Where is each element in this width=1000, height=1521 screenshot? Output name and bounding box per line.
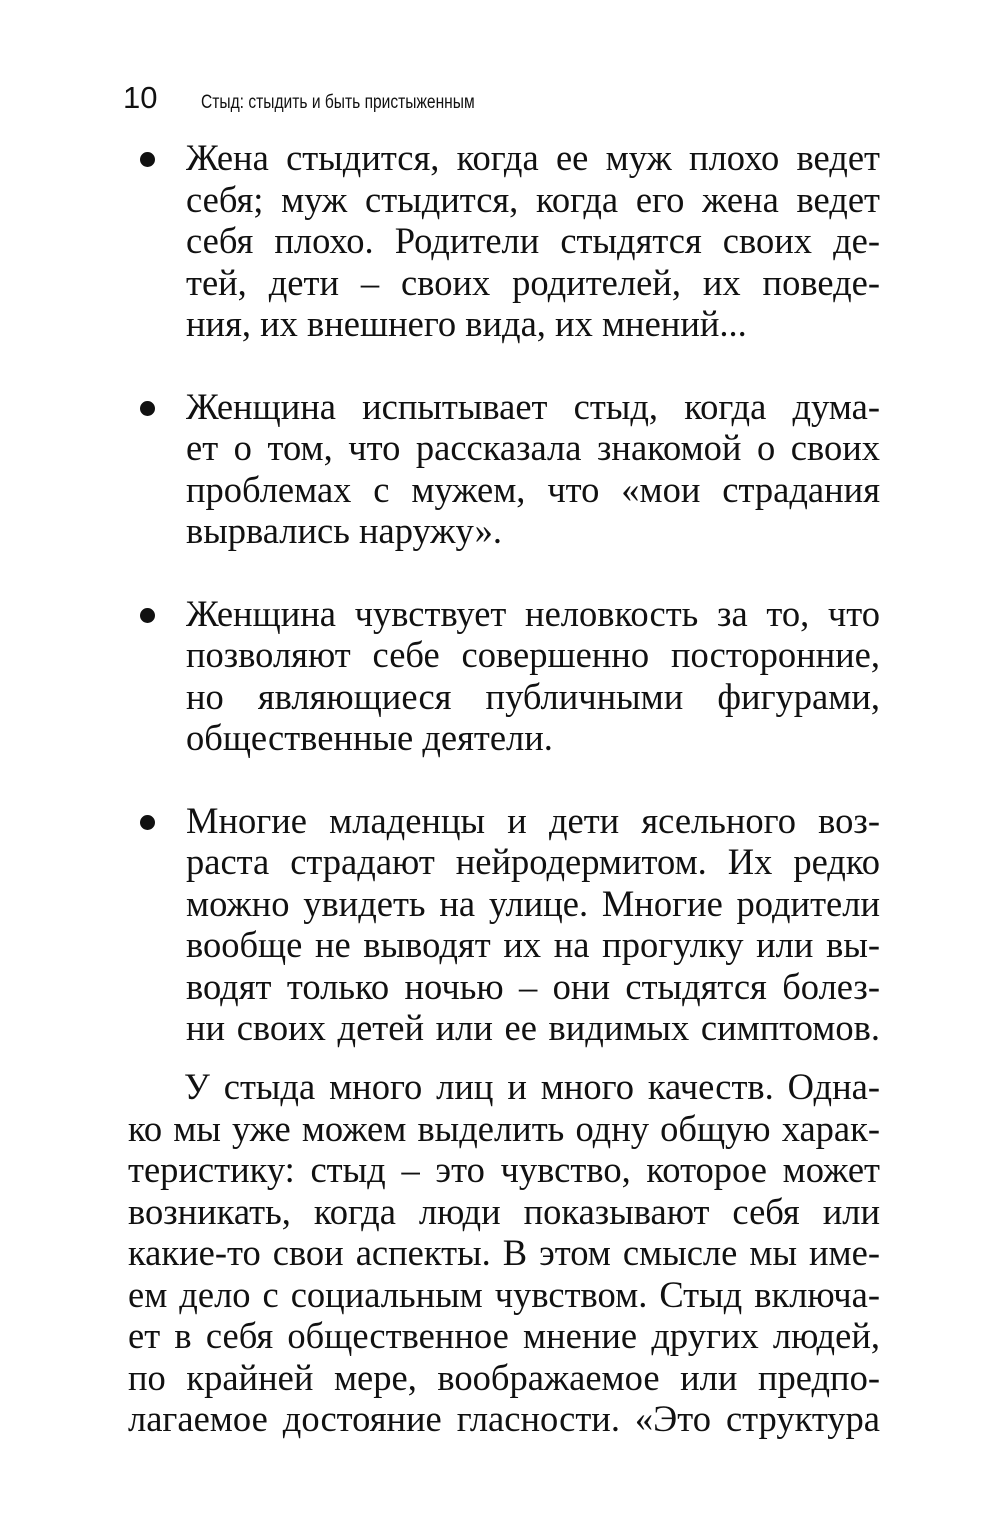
text-line: ет в себя общественное мнение других людей, (128, 1315, 880, 1356)
bullet-item-woman-shame (128, 386, 880, 552)
text-line: возникать, когда люди показывают себя или (128, 1190, 880, 1232)
text-line: позволяют себе совершенно посторонние, (186, 634, 880, 675)
text-line: ни своих детей или ее видимых симптомов. (186, 1007, 880, 1048)
text-line: вообще не выводят их на прогулку или вы- (186, 924, 880, 965)
running-head (123, 80, 535, 120)
bullet-list (128, 137, 880, 1090)
bullet-dot-icon (140, 152, 155, 167)
text-line: Жена стыдится, когда ее муж плохо ведет (186, 137, 880, 178)
text-line: общественные деятели. (186, 717, 553, 758)
text-line: ет о том, что рассказала знакомой о своих (186, 427, 880, 468)
text-line: но являющиеся публичными фигурами, (186, 675, 880, 717)
bullet-dot-icon (140, 401, 155, 416)
text-line: вырвались наружу». (186, 510, 503, 551)
bullet-item-public-figures (128, 593, 880, 759)
text-line: себя плохо. Родители стыдятся своих де- (186, 220, 880, 261)
text-line: Женщина чувствует неловкость за то, что (186, 592, 880, 634)
text-line: У стыда много лиц и много качеств. Одна- (184, 1066, 880, 1107)
text-line: себя; муж стыдится, когда его жена ведет (186, 178, 880, 220)
text-line: лагаемое достояние гласности. «Это структура (128, 1398, 880, 1439)
body-paragraph (128, 1066, 880, 1440)
text-line: какие-то свои аспекты. В этом смысле мы име- (128, 1232, 880, 1273)
text-line: водят только ночью – они стыдятся болез- (186, 965, 880, 1007)
text-line: раста страдают нейродермитом. Их редко (186, 841, 880, 882)
bullet-dot-icon (140, 608, 155, 623)
text-line: по крайней мере, воображаемое или предпо- (128, 1356, 880, 1398)
text-line: тей, дети – своих родителей, их поведе- (186, 261, 880, 303)
text-line: теристику: стыд – это чувство, которое может (128, 1149, 880, 1190)
bullet-dot-icon (140, 815, 155, 830)
text-line: ем дело с социальным чувством. Стыд включа- (128, 1273, 880, 1315)
running-title: Стыд: стыдить и быть пристыженным (201, 92, 475, 113)
text-line: Многие младенцы и дети ясельного воз- (186, 799, 880, 841)
bullet-item-neurodermatitis (128, 800, 880, 1049)
text-line: ния, их внешнего вида, их мнений... (186, 303, 747, 344)
text-line: проблемах с мужем, что «мои страдания (186, 468, 880, 510)
page-number: 10 (123, 80, 158, 115)
text-line: ко мы уже можем выделить одну общую харак- (128, 1107, 880, 1149)
text-line: можно увидеть на улице. Многие родители (186, 882, 880, 924)
bullet-item-spouse (128, 137, 880, 345)
text-line: Женщина испытывает стыд, когда дума- (186, 385, 880, 427)
